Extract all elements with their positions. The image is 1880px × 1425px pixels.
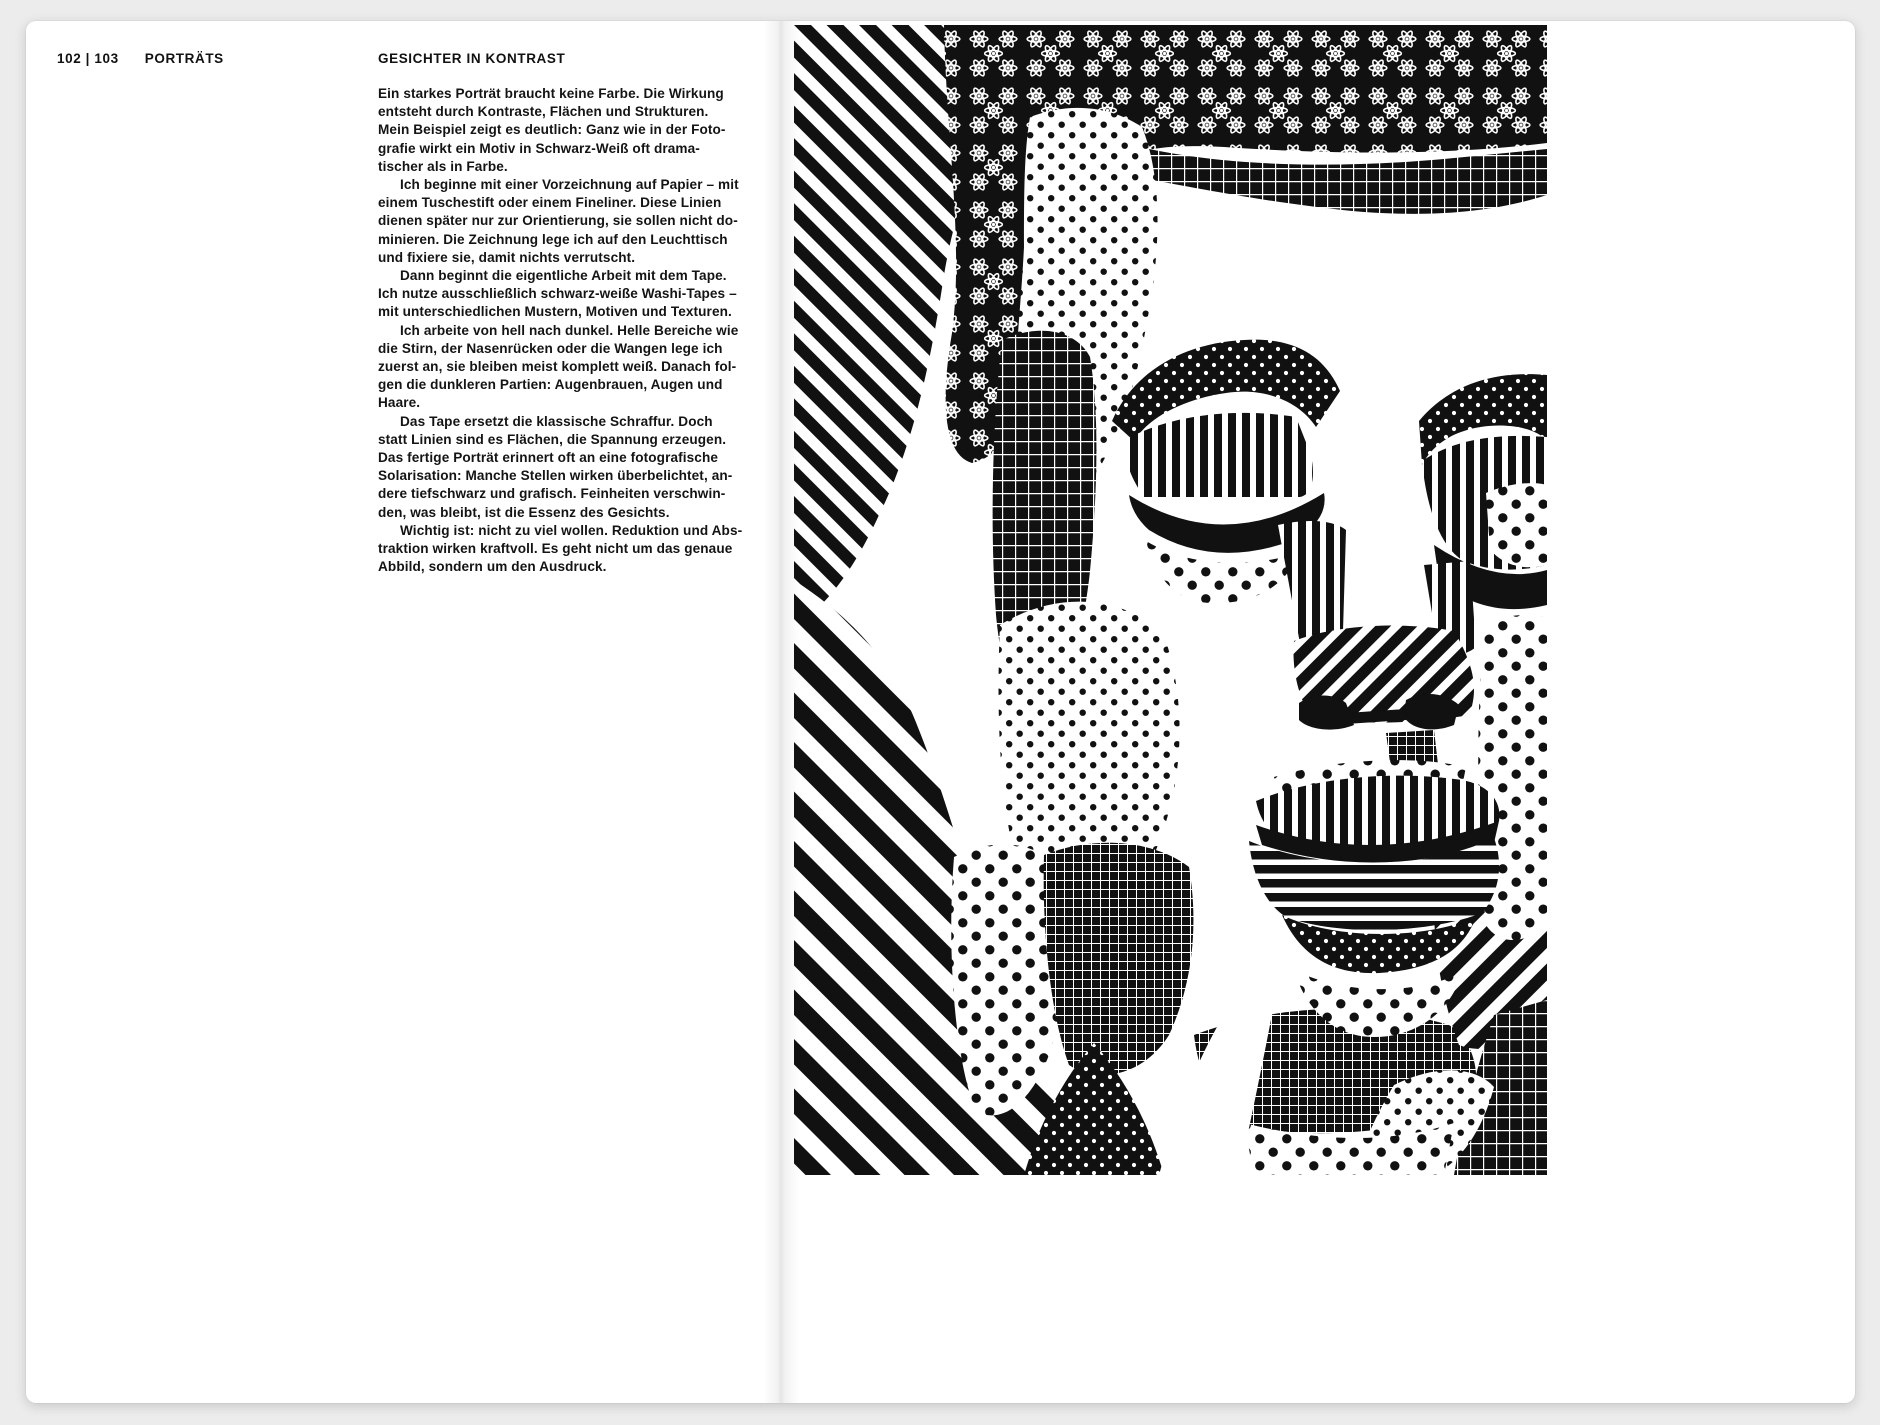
body-text-line: entsteht durch Kontraste, Flächen und Strukturen. [378, 104, 709, 120]
body-text-line: Mein Beispiel zeigt es deutlich: Ganz wie in der Foto- [378, 122, 726, 138]
page-header [57, 51, 224, 66]
body-text-line: einem Tuschestift oder einem Fineliner. Diese Linien [378, 195, 722, 211]
body-text-line: minieren. Die Zeichnung lege ich auf den Leuchttisch [378, 231, 728, 247]
article-title: GESICHTER IN KONTRAST [378, 51, 566, 66]
page-numbers: 102 | 103 [57, 51, 119, 66]
body-text-line: dere tiefschwarz und grafisch. Feinheiten verschwin- [378, 486, 726, 502]
body-text-line: Dann beginnt die eigentliche Arbeit mit dem Tape. [400, 268, 727, 284]
body-text-line: Solarisation: Manche Stellen wirken überbelichtet, an- [378, 468, 733, 484]
body-text-line: Das fertige Porträt erinnert oft an eine fotografische [378, 450, 719, 466]
body-text-line: Wichtig ist: nicht zu viel wollen. Reduktion und Abs- [400, 522, 743, 538]
tape-collage-portrait-artwork [794, 25, 1547, 1175]
body-text-line: Das Tape ersetzt die klassische Schraffur. Doch [400, 413, 713, 429]
body-text-line: und fixiere sie, damit nichts verrutscht. [378, 249, 636, 265]
body-text-line: statt Linien sind es Flächen, die Spannung erzeugen. [378, 431, 727, 447]
body-text-line: dienen später nur zur Orientierung, sie sollen nicht do- [378, 213, 738, 229]
body-text-line: gen die dunkleren Partien: Augenbrauen, Augen und [378, 377, 723, 393]
body-text-line: traktion wirken kraftvoll. Es geht nicht um das genaue [378, 541, 733, 557]
body-text-line: mit unterschiedlichen Mustern, Motiven und Texturen. [378, 304, 732, 320]
body-text-line: Ich nutze ausschließlich schwarz-weiße Washi-Tapes – [378, 286, 737, 302]
body-text-line: zuerst an, sie bleiben meist komplett weiß. Danach fol- [378, 359, 737, 375]
body-text-line: die Stirn, der Nasenrücken oder die Wangen lege ich [378, 340, 723, 356]
body-text-line: Haare. [378, 395, 421, 411]
body-text-line: Ich arbeite von hell nach dunkel. Helle Bereiche wie [400, 322, 739, 338]
body-text-line: tischer als in Farbe. [378, 158, 508, 174]
body-text-line: Ein starkes Porträt braucht keine Farbe. Die Wirkung [378, 86, 724, 101]
book-spread [26, 21, 1855, 1403]
body-text-line: den, was bleibt, ist die Essenz des Gesichts. [378, 504, 670, 520]
body-text-line: Abbild, sondern um den Ausdruck. [378, 559, 607, 575]
article-body [378, 85, 760, 576]
section-label: PORTRÄTS [144, 51, 224, 66]
body-text-line: grafie wirkt ein Motiv in Schwarz-Weiß oft drama- [378, 140, 700, 156]
body-text-line: Ich beginne mit einer Vorzeichnung auf Papier – mit [400, 177, 739, 193]
